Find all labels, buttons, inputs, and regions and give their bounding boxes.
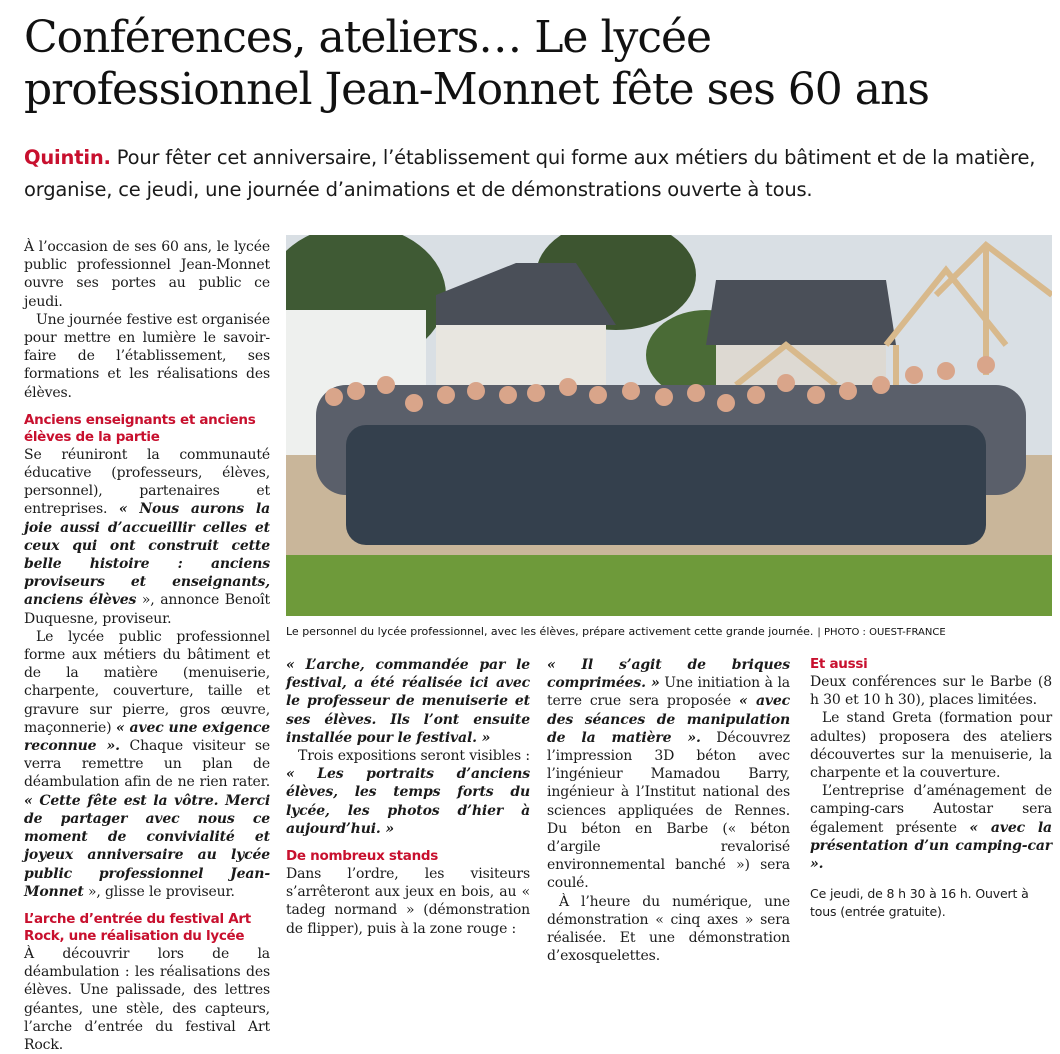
body-paragraph: L’entreprise d’aménagement de camping-cars Autostar sera également présente « avec la présentation d’un camping-car ». <box>810 783 1052 873</box>
column-3 <box>547 656 790 965</box>
group-photo <box>286 235 1052 616</box>
body-paragraph: À découvrir lors de la déambulation : les réalisations des élèves. Une palissade, des lettres géantes, une stèle, des capteurs, l’arche d’entrée du festival Art Rock. <box>24 945 270 1053</box>
headline-line-1: Conférences, ateliers… Le lycée <box>24 12 712 63</box>
body-paragraph: Une journée festive est organisée pour mettre en lumière le savoir-faire de l’établissement, ses formations et les réalisations des élèves. <box>24 311 270 401</box>
body-paragraph: Le lycée public professionnel forme aux métiers du bâtiment et de la matière (menuiserie, charpente, couverture, taille et gravure sur pierre, gros œuvre, maçonnerie) « avec une exigence reconnue ». Chaque visiteur se verra remettre un plan de déambulation afin de ne rien rater. « Cette fête est la vôtre. Merci de partager avec nous ce moment de convivialité et joyeux anniversaire au lycée public professionnel Jean-Monnet », glisse le proviseur. <box>24 628 270 900</box>
headline-line-2: professionnel Jean-Monnet fête ses 60 ans <box>24 64 929 115</box>
quote: « avec des séances de manipulation de la matière ». <box>547 693 790 746</box>
column-2 <box>286 656 530 938</box>
photo-roof-right <box>706 280 896 345</box>
lead-paragraph <box>24 142 1054 206</box>
photo-house <box>436 325 606 395</box>
subheading-arche: L’arche d’entrée du festival Art Rock, une réalisation du lycée <box>24 910 251 944</box>
headline <box>24 12 1054 116</box>
body-paragraph: Le stand Greta (formation pour adultes) proposera des ateliers découvertes sur la menuiserie, la charpente et la couverture. <box>810 710 1052 782</box>
body-paragraph: À l’heure du numérique, une démonstration « cinq axes » sera réalisée. Et une démonstration d’exosquelettes. <box>547 893 790 965</box>
photo-caption <box>286 624 1052 641</box>
quote: « avec la présentation d’un camping-car ». <box>810 819 1052 873</box>
body-paragraph: Trois expositions seront visibles : « Les portraits d’anciens élèves, les temps forts du lycée, les photos d’hier à aujourd’hui. » <box>286 748 530 837</box>
photo-credit: | PHOTO : OUEST-FRANCE <box>817 627 946 638</box>
body-paragraph: Deux conférences sur le Barbe (8 h 30 et 10 h 30), places limitées. <box>810 674 1052 709</box>
quote: « avec une exigence reconnue ». <box>24 719 270 755</box>
lead-text: Pour fêter cet anniversaire, l’établissement qui forme aux métiers du bâtiment et de la matière, organise, ce jeudi, une journée d’animations et de démonstrations ouverte à tous. <box>24 146 1036 201</box>
photo-grass <box>286 555 1052 616</box>
column-1 <box>24 238 270 1054</box>
quote: « Il s’agit de briques comprimées. » <box>547 657 790 692</box>
subheading-anciens: Anciens enseignants et anciens élèves de la partie <box>24 411 256 445</box>
quote: « Cette fête est la vôtre. Merci de partager avec nous ce moment de convivialité et joyeux anniversaire au lycée public professionnel Jean-Monnet <box>24 792 270 900</box>
subheading-et-aussi: Et aussi <box>810 656 868 672</box>
body-paragraph: À l’occasion de ses 60 ans, le lycée public professionnel Jean-Monnet ouvre ses portes au public ce jeudi. <box>24 239 270 310</box>
practical-info: Ce jeudi, de 8 h 30 à 16 h. Ouvert à tous (entrée gratuite). <box>810 886 1029 920</box>
quote: « Nous aurons la joie aussi d’accueillir celles et ceux qui ont construit cette belle histoire : anciens proviseurs et enseignants, anciens élèves <box>24 501 270 609</box>
body-paragraph: « Il s’agit de briques comprimées. » Une initiation à la terre crue sera proposée « avec des séances de manipulation de la matière ». Découvrez l’impression 3D béton avec l’ingénieur Mamadou Barry, ingénieur à l’Institut national des sciences appliquées de Rennes. Du béton en Barbe (« béton d’argile revalorisé environnemental banché ») sera coulé. <box>547 657 790 892</box>
caption-text: Le personnel du lycée professionnel, avec les élèves, prépare activement cette grande journée. <box>286 625 814 638</box>
quote: « Les portraits d’anciens élèves, les temps forts du lycée, les photos d’hier à aujourd’hui. » <box>286 766 530 837</box>
column-4 <box>810 656 1052 921</box>
body-paragraph <box>286 656 530 747</box>
quote: « L’arche, commandée par le festival, a été réalisée ici avec le professeur de menuiserie et ses élèves. Ils l’ont ensuite installée pour le festival. » <box>286 657 530 746</box>
body-paragraph: Se réuniront la communauté éducative (professeurs, élèves, personnel), partenaires et entreprises. « Nous aurons la joie aussi d’accueillir celles et ceux qui ont construit cette belle histoire : anciens proviseurs et enseignants, anciens élèves », annonce Benoît Duquesne, proviseur. <box>24 446 270 627</box>
subheading-stands: De nombreux stands <box>286 848 439 865</box>
dateline-place: Quintin. <box>24 146 111 169</box>
body-paragraph: Dans l’ordre, les visiteurs s’arrêteront aux jeux en bois, au « tadeg normand » (démonstration de flipper), puis à la zone rouge : <box>286 866 530 937</box>
